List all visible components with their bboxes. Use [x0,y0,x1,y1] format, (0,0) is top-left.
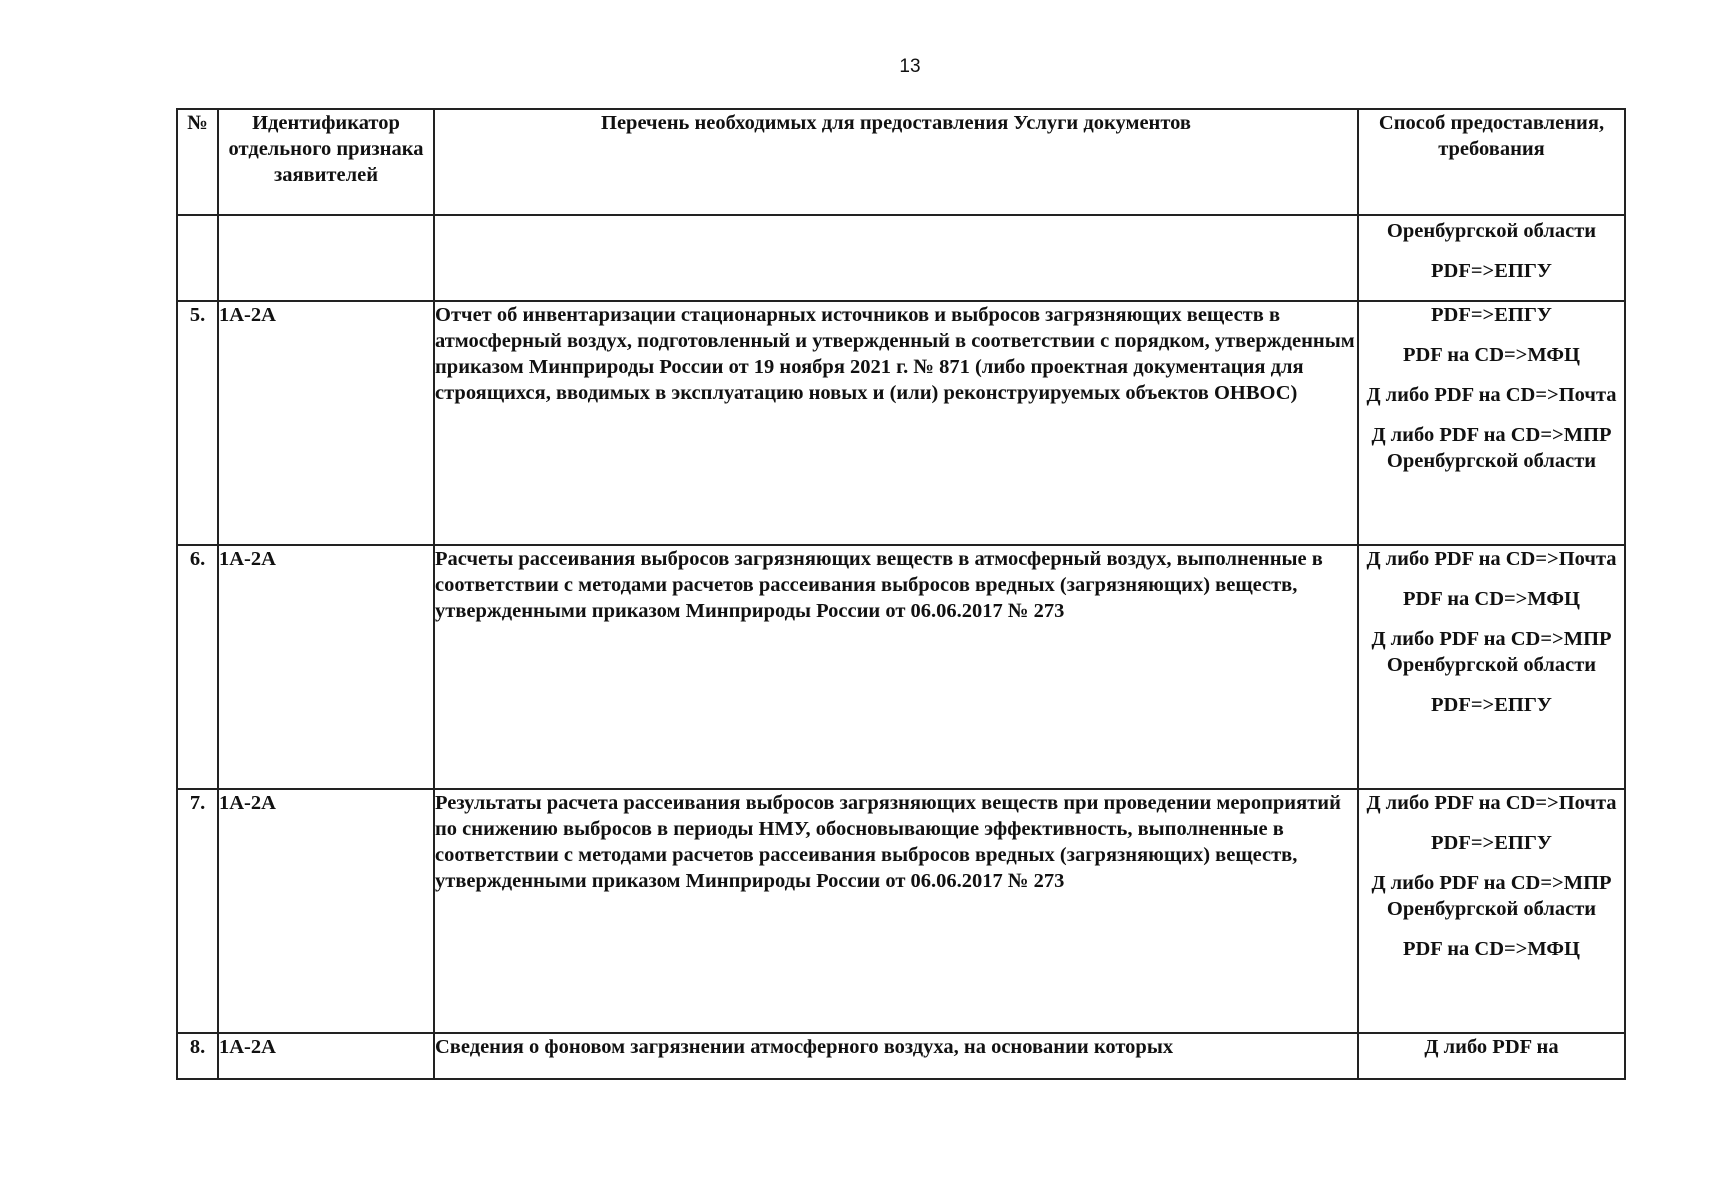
document-cell: Отчет об инвентаризации стационарных источников и выбросов загрязняющих веществ в атмосферный воздух, подготовленный и утвержденный в соответствии с порядком, утвержденным приказом Минприроды России от 19 ноября 2021 г. № 871 (либо проектная документация для строящихся, вводимых в эксплуатацию новых и (или) реконструируемых объектов ОНВОС) [434,301,1358,545]
number-cell: 6. [177,545,218,789]
method-item: Оренбургской области [1386,220,1597,242]
number-cell: 8. [177,1033,218,1079]
method-item: Д либо PDF на [1424,1036,1559,1058]
method-cell [1358,1033,1625,1079]
documents-table [176,108,1626,1080]
method-item: PDF на CD=>МФЦ [1402,588,1580,610]
method-item: PDF=>ЕПГУ [1431,304,1552,326]
method-item: PDF на CD=>МФЦ [1402,938,1580,960]
table-row [177,301,1625,545]
method-item: PDF=>ЕПГУ [1431,694,1552,716]
table-header-row [177,109,1625,215]
header-method: Способ предоставления, требования [1358,109,1625,215]
method-item: Д либо PDF на CD=>МПР Оренбургской области [1371,424,1612,472]
header-documents: Перечень необходимых для предоставления Услуги документов [434,109,1358,215]
document-cell: Результаты расчета рассеивания выбросов загрязняющих веществ при проведении мероприятий по снижению выбросов в периоды НМУ, обосновывающие эффективность, выполненные в соответствии с методами расчетов рассеивания выбросов вредных (загрязняющих) веществ, утвержденными приказом Минприроды России от 06.06.2017 № 273 [434,789,1358,1033]
method-item: Д либо PDF на CD=>МПР Оренбургской области [1371,872,1612,920]
identifier-cell: 1А-2А [218,301,434,545]
document-cell [434,215,1358,301]
method-cell [1358,545,1625,789]
table-row [177,789,1625,1033]
document-cell: Сведения о фоновом загрязнении атмосферного воздуха, на основании которых [434,1033,1358,1079]
number-cell [177,215,218,301]
method-cell [1358,789,1625,1033]
header-identifier: Идентификатор отдельного признака заявителей [218,109,434,215]
method-item: PDF=>ЕПГУ [1431,832,1552,854]
identifier-cell [218,215,434,301]
method-cell [1358,301,1625,545]
header-number: № [177,109,218,215]
document-cell: Расчеты рассеивания выбросов загрязняющих веществ в атмосферный воздух, выполненные в соответствии с методами расчетов рассеивания выбросов вредных (загрязняющих) веществ, утвержденными приказом Минприроды России от 06.06.2017 № 273 [434,545,1358,789]
method-item: Д либо PDF на CD=>Почта [1366,792,1617,814]
identifier-cell: 1А-2А [218,789,434,1033]
page-number: 13 [899,56,921,77]
number-cell: 5. [177,301,218,545]
method-item: Д либо PDF на CD=>МПР Оренбургской области [1371,628,1612,676]
method-item: PDF=>ЕПГУ [1431,260,1552,282]
method-item: Д либо PDF на CD=>Почта [1366,384,1617,406]
number-cell: 7. [177,789,218,1033]
identifier-cell: 1А-2А [218,1033,434,1079]
table-row-continuation [177,215,1625,301]
table-row [177,1033,1625,1079]
identifier-cell: 1А-2А [218,545,434,789]
method-item: PDF на CD=>МФЦ [1402,344,1580,366]
method-cell [1358,215,1625,301]
method-item: Д либо PDF на CD=>Почта [1366,548,1617,570]
table-row [177,545,1625,789]
